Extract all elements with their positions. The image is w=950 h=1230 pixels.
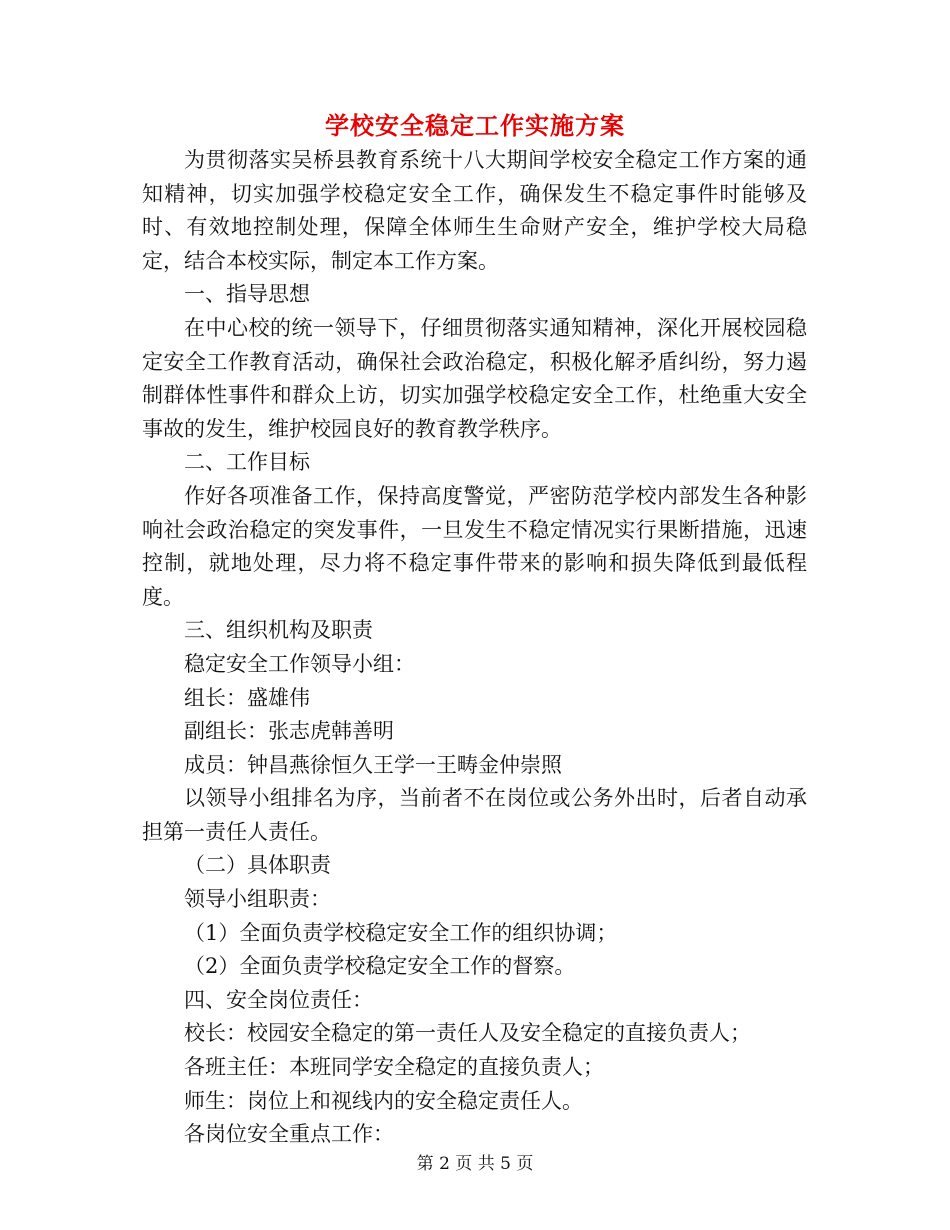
paragraph-work-goals: 作好各项准备工作，保持高度警觉，严密防范学校内部发生各种影响社会政治稳定的突发事件，一旦发生不稳定情况实行果断措施，迅速控制，就地处理，尽力将不稳定事件带来的影响和损失降低到最低程度。 bbox=[142, 483, 807, 609]
heading-work-goals: 二、工作目标 bbox=[184, 450, 310, 475]
page-number-footer: 第 2 页 共 5 页 bbox=[416, 1154, 534, 1174]
line-leading-group: 稳定安全工作领导小组： bbox=[184, 651, 415, 676]
document-body bbox=[142, 144, 807, 1152]
document-title: 学校安全稳定工作实施方案 bbox=[325, 111, 625, 140]
line-group-duties: 领导小组职责： bbox=[184, 887, 331, 912]
line-key-work: 各岗位安全重点工作： bbox=[184, 1122, 394, 1147]
heading-guiding-ideology: 一、指导思想 bbox=[184, 282, 310, 307]
list-item-duty-1: （1）全面负责学校稳定安全工作的组织协调； bbox=[184, 920, 618, 945]
line-deputy-leaders: 副组长：张志虎韩善明 bbox=[184, 719, 394, 744]
line-teachers-students: 师生：岗位上和视线内的安全稳定责任人。 bbox=[184, 1088, 583, 1113]
paragraph-guiding-ideology: 在中心校的统一领导下，仔细贯彻落实通知精神，深化开展校园稳定安全工作教育活动，确保社会政治稳定，积极化解矛盾纠纷，努力遏制群体性事件和群众上访，切实加强学校稳定安全工作，杜绝重大安全事故的发生，维护校园良好的教育教学秩序。 bbox=[142, 315, 807, 441]
paragraph-succession: 以领导小组排名为序，当前者不在岗位或公务外出时，后者自动承担第一责任人责任。 bbox=[142, 786, 807, 844]
paragraph-intro: 为贯彻落实吴桥县教育系统十八大期间学校安全稳定工作方案的通知精神，切实加强学校稳定安全工作，确保发生不稳定事件时能够及时、有效地控制处理，保障全体师生生命财产安全，维护学校大局稳定，结合本校实际，制定本工作方案。 bbox=[142, 148, 807, 273]
list-item-duty-2: （2）全面负责学校稳定安全工作的督察。 bbox=[184, 954, 576, 979]
line-principal: 校长：校园安全稳定的第一责任人及安全稳定的直接负责人； bbox=[184, 1021, 751, 1046]
line-members: 成员：钟昌燕徐恒久王学一王畴金仲崇照 bbox=[184, 752, 562, 777]
line-class-teachers: 各班主任：本班同学安全稳定的直接负责人； bbox=[184, 1055, 604, 1080]
heading-specific-duties: （二）具体职责 bbox=[184, 853, 331, 878]
heading-post-responsibility: 四、安全岗位责任： bbox=[184, 987, 373, 1012]
heading-organization: 三、组织机构及职责 bbox=[184, 618, 373, 643]
line-group-leader: 组长：盛雄伟 bbox=[184, 685, 310, 710]
